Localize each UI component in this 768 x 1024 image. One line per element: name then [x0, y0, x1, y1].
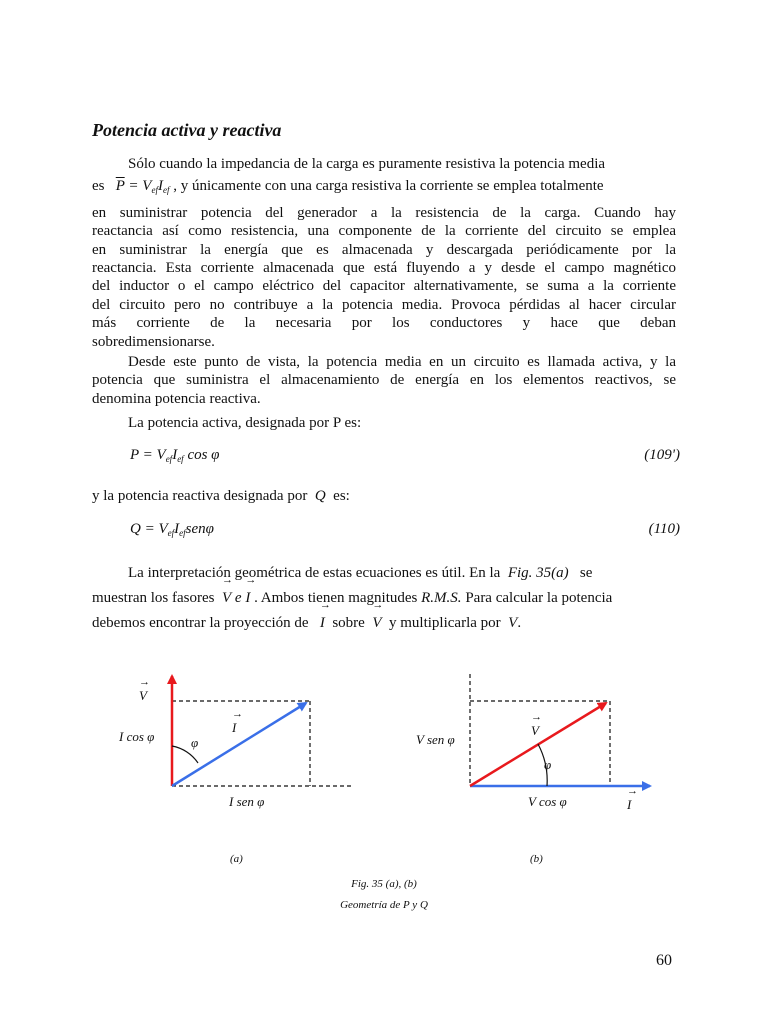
- paragraph-4: y la potencia reactiva designada por Q es:: [92, 488, 350, 504]
- page-number: 60: [656, 952, 672, 969]
- paragraph-2: [92, 353, 676, 408]
- fig-a-label-phi: φ: [191, 735, 199, 750]
- q-symbol: Q: [314, 488, 326, 504]
- fig-b-label-vcos: V cos φ: [528, 794, 567, 809]
- equation-109: $P = V_{ef}I_{ef}$ cos φ (109'): [130, 447, 680, 464]
- p2-line-3: denomina potencia reactiva.: [92, 390, 261, 407]
- paragraph-3: La potencia activa, designada por P es:: [128, 415, 362, 431]
- p1-line-7: del inductor o el campo eléctrico del capacitor alternativamente, se suma a la corriente: [92, 278, 676, 295]
- fig-reference: Fig. 35(a): [507, 565, 569, 581]
- fig-a-label-v: → V: [139, 688, 147, 704]
- p1-line-3: en suministrar potencia del generador a la resistencia de la carga. Cuando hay: [92, 204, 676, 221]
- phasor-i: → I: [245, 586, 250, 611]
- figure-caption-line-2: Geometría de P y Q: [340, 899, 428, 911]
- fig-b-label-v: → V: [531, 723, 539, 739]
- p2-line-1: Desde este punto de vista, la potencia media en un circuito es llamada activa, y la: [128, 354, 676, 370]
- fig-b-label-i: → I: [627, 797, 631, 813]
- paragraph-5: [92, 561, 676, 636]
- p1-line-8: del circuito pero no contribuye a la potencia media. Provoca pérdidas al hacer circular: [92, 296, 676, 313]
- p1-line-2: es $\overline{P} = V_{ef}I_{ef}$ , y únicamente con una carga resistiva la corriente se emplea totalmente: [92, 178, 604, 196]
- phasor-v-2: → V: [372, 611, 381, 636]
- p1-line-4: reactancia así como resistencia, una componente de la corriente del circuito se emplea: [92, 223, 676, 240]
- equation-110: $Q = V_{ef}I_{ef}sen\varphi$ (110): [130, 521, 680, 538]
- p1-line-10: sobredimensionarse.: [92, 333, 215, 350]
- p1-line-9: más corriente de la necesaria por los conductores y hace que deban: [92, 315, 676, 332]
- p1-line-6: reactancia. Esta corriente almacenada que está fluyendo a y desde el campo magnético: [92, 260, 676, 277]
- fig-b-label-vsen: V sen φ: [416, 732, 455, 747]
- phasor-i-2: → I: [320, 611, 325, 636]
- paragraph-1: [92, 155, 676, 351]
- section-title: Potencia activa y reactiva: [92, 120, 282, 140]
- p5-line-2: muestran los fasores → V e → I . Ambos tienen magnitudes R.M.S. Para calcular la potencia: [92, 586, 676, 611]
- p5-line-1: La interpretación geométrica de estas ecuaciones es útil. En la Fig. 35(a) se: [128, 565, 593, 581]
- fig-a-label-icos: I cos φ: [119, 729, 155, 744]
- equation-number-110: (110): [648, 521, 680, 537]
- p1-line-5: en suministrar la energía que es almacenada y descargada periódicamente por la: [92, 241, 676, 258]
- p5-line-3: debemos encontrar la proyección de → I sobre → V y multiplicarla por V.: [92, 611, 676, 636]
- fig-b-sublabel: (b): [530, 853, 543, 865]
- phasor-v: → V: [222, 586, 231, 611]
- figure-b-diagram: [400, 660, 670, 840]
- fig-a-sublabel: (a): [230, 853, 243, 865]
- fig-a-label-i: → I: [232, 720, 236, 736]
- figure-caption-line-1: Fig. 35 (a), (b): [351, 878, 417, 890]
- p2-line-2: potencia que suministra el almacenamiento de energía en los elementos reactivos, se: [92, 372, 676, 389]
- equation-number-109: (109'): [644, 447, 680, 463]
- fig-b-label-phi: φ: [544, 757, 552, 772]
- p-mean-symbol: $\overline{P}$: [115, 178, 125, 195]
- fig-a-label-isen: I sen φ: [229, 794, 265, 809]
- p1-line-1: Sólo cuando la impedancia de la carga es puramente resistiva la potencia media: [128, 156, 606, 172]
